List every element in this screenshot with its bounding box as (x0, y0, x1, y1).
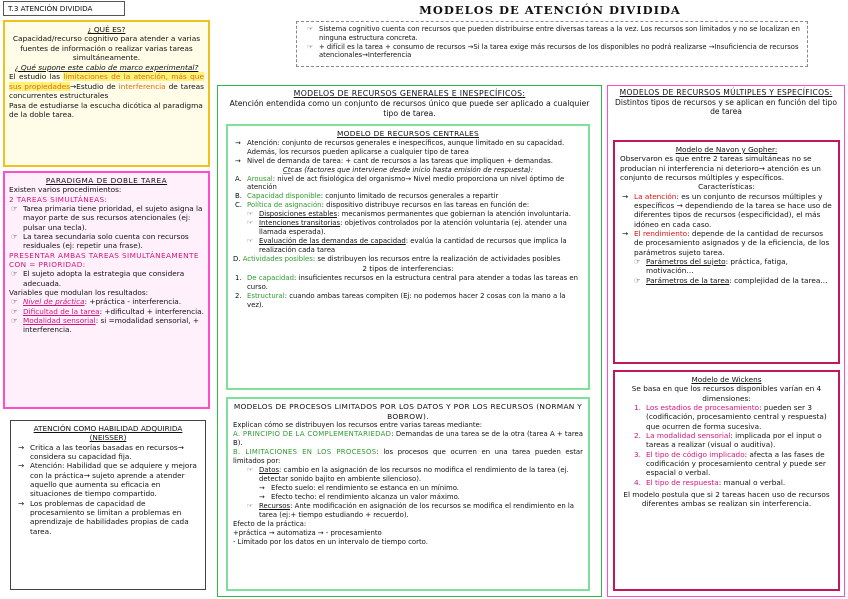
arrow-icon: → (235, 156, 241, 165)
pointer-icon: ☞ (11, 269, 18, 279)
arrow-icon: → (259, 484, 265, 493)
centrales-box (226, 124, 590, 390)
centrales-factor-d: D. Actividades posibles: se distribuyen los recursos entre la realización de actividades posibles (233, 255, 561, 264)
doble-tarea-intro: Existen varios procedimientos: (9, 185, 122, 195)
doble-tarea-sub2: PRESENTAR AMBAS TAREAS SIMULTÁNEAMENTE CON = PRIORIDAD: (9, 250, 199, 269)
pointer-icon: ☞ (247, 237, 254, 246)
limitados-datos: ☞ Datos: cambio en la asignación de los recursos no modifica el rendimiento de la tarea (ej. detectar sonido bajito en ambiente silencioso). (247, 466, 569, 484)
doble-tarea-var: ☞ Dificultad de la tarea: +dificultad + interferencia. (11, 306, 204, 316)
pointer-icon: ☞ (307, 42, 314, 51)
pointer-icon: ☞ (247, 219, 254, 228)
topic-tag (3, 1, 125, 16)
doble-tarea-vars: Variables que modulan los resultados: (9, 287, 149, 297)
top-note-1: ☞ Sistema cognitivo cuenta con recursos que pueden distribuirse entre diversas tareas a la vez. Los recursos son limitados y no se localizan en ninguna estructura concreta. (307, 25, 800, 42)
page-title: MODELOS DE ATENCIÓN DIVIDIDA (419, 3, 681, 17)
wickens-heading: Modelo de Wickens (691, 375, 762, 384)
centrales-factor: C. Política de asignación: dispositivo distribuye recursos en las tareas en función de: (235, 201, 530, 210)
navon-param: ☞ Parámetros del sujeto: práctica, fatiga, motivación… (634, 256, 788, 276)
wickens-box (613, 370, 840, 591)
navon-heading: Modelo de Navon y Gopher: (675, 145, 778, 154)
wickens-item: 1. Los estadios de procesamiento: pueden ser 3 (codificación, procesamiento central y respuesta) que ocurren de forma sucesiva. (634, 402, 827, 431)
limitados-recursos: ☞ Recursos: Ante modificación en asignación de los recursos se modifica el rendimiento en la tarea (ej:+ tiempo estudiando + recuerdo). (247, 501, 575, 519)
arrow-icon: → (622, 228, 629, 238)
centrales-factors: C̲t̲cas (factores que interviene desde inicio hasta emisión de respuesta): (282, 165, 534, 174)
limitados-e2: - Limitado por los datos en un intervalo de tiempo corto. (233, 537, 428, 546)
pointer-icon: ☞ (247, 210, 254, 219)
que-es-box (3, 20, 210, 167)
navon-item: → La atención: es un conjunto de recursos múltiples y específicos → dependiendo de la tarea se hace uso de diferentes tipos de recursos (especificidad), el más idóneo en cada caso. (622, 191, 832, 229)
limitados-box (226, 397, 590, 591)
limitados-a: A. PRINCIPIO DE LA COMPLEMENTARIEDAD: Demandas de una tarea se de la otra (tarea A + tarea B). (233, 430, 583, 448)
limitados-b: B. LIMITACIONES EN LOS PROCESOS: los procesos que ocurren en una tarea pueden estar limitados por: (233, 448, 583, 466)
doble-tarea-item: ☞ Tarea primaria tiene prioridad, el sujeto asigna la mayor parte de sus recursos atencionales (ej: pulsar una tecla). (11, 203, 203, 232)
wickens-item: 4. El tipo de respuesta: manual o verbal. (634, 477, 786, 487)
multiples-intro: Distintos tipos de recursos y se aplican en función del tipo de tarea (615, 97, 837, 117)
centrales-factor: A. Arousal: nivel de act fisiológica del organismo→ Nivel medio proporciona un nivel óptimo de atención (235, 174, 565, 192)
pointer-icon: ☞ (634, 275, 641, 285)
navon-intro: Observaron es que entre 2 tareas simultáneas no se producían ni interferencia ni deterioro→ atención es un conjunto de recursos múltiples y específicos. (620, 154, 821, 182)
centrales-tipo: 2. Estructural: cuando ambas tareas compiten (Ej: no podemos hacer 2 cosas con la mano a la vez). (235, 291, 566, 309)
habilidad-heading: ATENCIÓN COMO HABILIDAD ADQUIRIDA (NEISSER) (33, 424, 183, 443)
limitados-techo: → Efecto techo: el rendimiento alcanza un valor máximo. (259, 493, 460, 501)
navon-box (613, 140, 840, 364)
centrales-point: → Nivel de demanda de tarea: + cant de recursos a las tareas que impliquen + demandas. (235, 156, 553, 165)
navon-item: → El rendimiento: depende de la cantidad de recursos de procesamiento asignados y de la eficiencia, de los parámetros sujeto tarea. (622, 228, 830, 257)
doble-tarea-heading: PARADIGMA DE DOBLE TAREA (45, 176, 168, 185)
multiples-header (612, 88, 840, 117)
centrales-tipo: 1. De capacidad: insuficientes recursos en la estructura central para atender a todas las tareas en curso. (235, 273, 578, 291)
pointer-icon: ☞ (11, 203, 18, 213)
arrow-icon: → (622, 191, 629, 201)
doble-tarea-item: ☞ El sujeto adopta la estrategia que considera adecuada. (11, 269, 185, 288)
wickens-intro: Se basa en que los recursos disponibles varían en 4 dimensiones: (631, 384, 822, 403)
pointer-icon: ☞ (634, 256, 641, 266)
arrow-icon: → (259, 493, 265, 501)
generales-header (222, 89, 597, 119)
pointer-icon: ☞ (247, 466, 254, 475)
habilidad-item: → Atención: Habilidad que se adquiere y mejora con la práctica→ sujeto aprende a atender aquello que aumenta su eficacia en situaciones de tiempo compartido. (18, 461, 197, 499)
multiples-heading: MODELOS DE RECURSOS MÚLTIPLES Y ESPECÍFICOS: (619, 88, 833, 97)
que-es-paradigm: Pasa de estudiarse la escucha dicótica al paradigma de la doble tarea. (9, 100, 203, 120)
centrales-point: → Atención: conjunto de recursos generales e inespecíficos, aunque limitado en su capacidad. Además, los recursos pueden aplicarse a cualquier tipo de tarea (235, 138, 565, 156)
que-es-definition: Capacidad/recurso cognitivo para atender a varias fuentes de información o realizar varias tareas simultáneamente. (12, 34, 201, 63)
habilidad-item: → Los problemas de capacidad de procesamiento se limitan a problemas en aprendizaje de habilidades propias de cada tarea. (18, 498, 189, 536)
arrow-icon: → (18, 498, 25, 508)
centrales-heading: MODELO DE RECURSOS CENTRALES (337, 129, 479, 138)
limitados-e1: +práctica → automatiza → - procesamiento (233, 528, 382, 537)
centrales-subfactor: ☞ Intenciones transitorias: objetivos controlados por la atención voluntaria (ej. atender una llamada esperada). (247, 219, 567, 237)
que-es-question: ¿ Qué supone este cabio de marco experimental? (14, 62, 199, 72)
limitados-heading: MODELOS DE PROCESOS LIMITADOS POR LOS DATOS Y POR LOS RECURSOS (NORMAN Y BOBROW). (233, 402, 583, 421)
que-es-answer: El estudio las limitaciones de la atención, más que sus propiedades→Estudio de interferencia de tareas concurrentes estructurales (9, 72, 205, 101)
generales-intro: Atención entendida como un conjunto de recursos único que puede ser aplicado a cualquier tipo de tarea. (229, 98, 590, 118)
top-note-2: ☞ + difícil es la tarea + consumo de recursos →Si la tarea exige más recursos de los disponibles no podrá realizarse →Insuficiencia de recursos atencionales→Interferencia (307, 42, 799, 60)
navon-param: ☞ Parámetros de la tarea: complejidad de la tarea… (634, 275, 828, 285)
pointer-icon: ☞ (11, 315, 18, 325)
top-notes-box (296, 21, 808, 67)
wickens-item: 3. El tipo de código implicado: afecta a las fases de codificación y procesamiento central y puede ser espacial o verbal. (634, 449, 826, 478)
wickens-item: 2. La modalidad sensorial: implicada por el input o tareas a realizar (visual o auditiva). (634, 430, 822, 450)
arrow-icon: → (235, 138, 241, 147)
habilidad-item: → Critica a las teorías basadas en recursos→ considera su capacidad fija. (18, 442, 184, 461)
arrow-icon: → (18, 442, 25, 452)
wickens-outro: El modelo postula que si 2 tareas hacen uso de recursos diferentes ambas se realizan sin interferencia. (623, 489, 830, 509)
doble-tarea-sub1: 2 TAREAS SIMULTÁNEAS: (9, 194, 108, 204)
pointer-icon: ☞ (247, 501, 254, 510)
centrales-tipos: 2 tipos de interferencias: (362, 264, 454, 274)
doble-tarea-var: ☞ Modalidad sensorial: si =modalidad sensorial, + interferencia. (11, 315, 199, 335)
centrales-factor: B. Capacidad disponible: conjunto limitado de recursos generales a repartir (235, 192, 499, 201)
pointer-icon: ☞ (11, 306, 18, 316)
pointer-icon: ☞ (307, 25, 314, 33)
habilidad-box (10, 420, 206, 590)
doble-tarea-var: ☞ Nivel de práctica: +práctica - interferencia. (11, 297, 182, 307)
pointer-icon: ☞ (11, 231, 18, 241)
generales-heading: MODELOS DE RECURSOS GENERALES E INESPECÍFICOS: (293, 89, 526, 98)
centrales-subfactor: ☞ Evaluación de las demandas de capacidad: evalúa la cantidad de recursos que implica la realización cada tarea (247, 237, 567, 255)
pointer-icon: ☞ (11, 297, 18, 307)
navon-cts: Características: (698, 182, 755, 192)
limitados-intro: Explican cómo se distribuyen los recursos entre varias tareas mediante: (233, 421, 483, 430)
arrow-icon: → (18, 461, 25, 471)
topic-tag-label: T.3 ATENCIÓN DIVIDIDA (8, 4, 93, 13)
que-es-heading: ¿ QUÉ ES? (87, 25, 126, 34)
doble-tarea-item: ☞ La tarea secundaria solo cuenta con recursos residuales (ej: repetir una frase). (11, 231, 189, 251)
centrales-subfactor: ☞ Disposiciones estables: mecanismos permanentes que gobiernan la atención involuntaria. (247, 210, 571, 219)
limitados-suelo: → Efecto suelo: el rendimiento se estanca en un mínimo. (259, 484, 459, 493)
limitados-efecto: Efecto de la práctica: (233, 519, 307, 528)
doble-tarea-box (3, 171, 210, 409)
